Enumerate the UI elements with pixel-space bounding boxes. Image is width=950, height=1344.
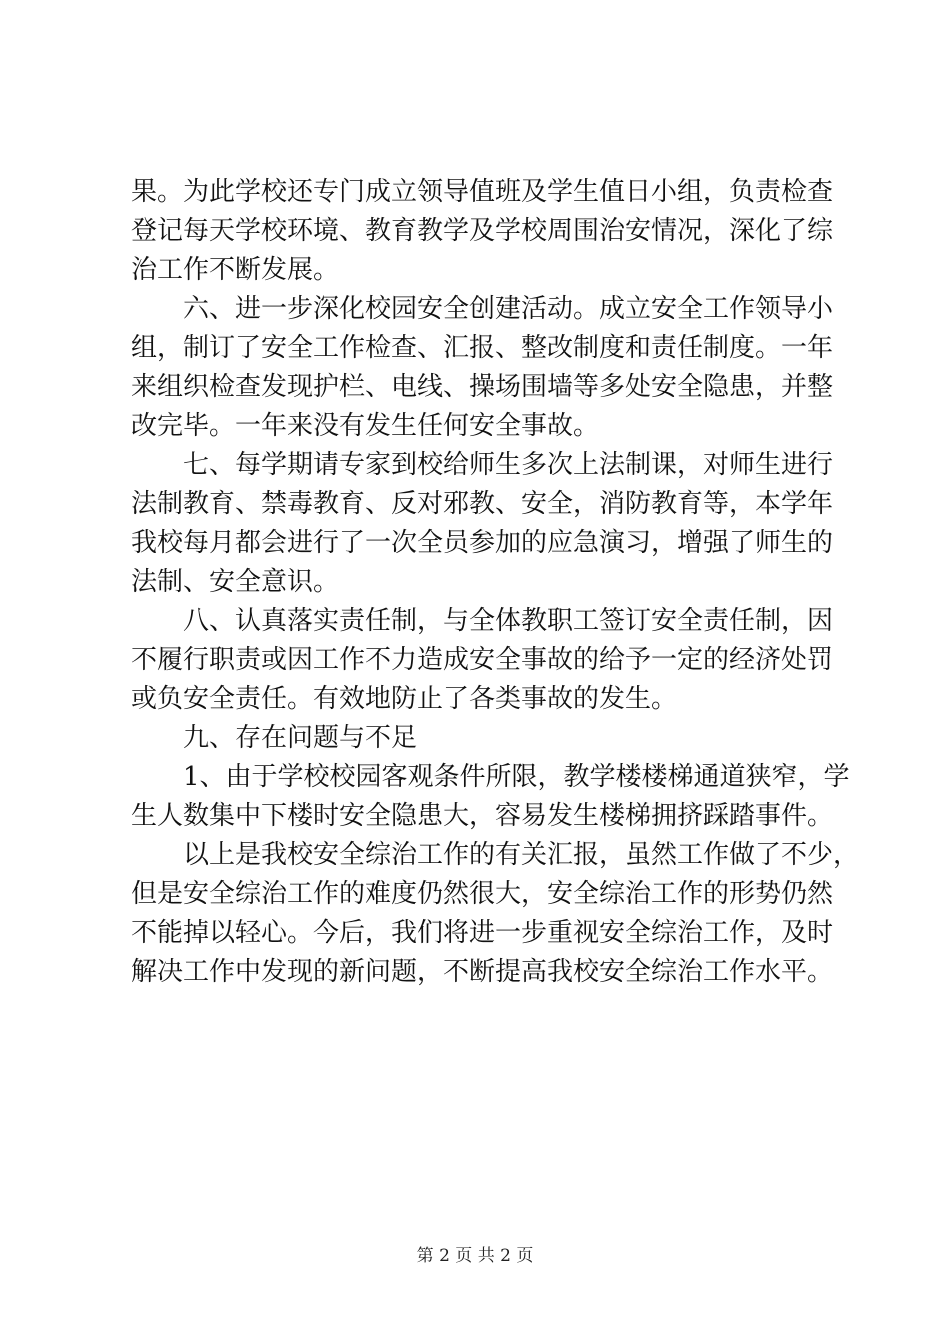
text-line: 以上是我校安全综治工作的有关汇报，虽然工作做了不少，: [131, 840, 860, 870]
body-text: [131, 173, 860, 992]
text-line: 来组织检查发现护栏、电线、操场围墙等多处安全隐患，并整: [131, 372, 834, 402]
text-line: 不能掉以轻心。今后，我们将进一步重视安全综治工作，及时: [131, 918, 834, 948]
text-line: 登记每天学校环境、教育教学及学校周围治安情况，深化了综: [131, 216, 834, 246]
text-line: 生人数集中下楼时安全隐患大，容易发生楼梯拥挤踩踏事件。: [131, 801, 834, 831]
text-line: 或负安全责任。有效地防止了各类事故的发生。: [131, 684, 678, 714]
text-line: 但是安全综治工作的难度仍然很大，安全综治工作的形势仍然: [131, 879, 834, 909]
text-line: 组，制订了安全工作检查、汇报、整改制度和责任制度。一年: [131, 333, 834, 363]
text-line: 不履行职责或因工作不力造成安全事故的给予一定的经济处罚: [131, 645, 834, 675]
text-line: 解决工作中发现的新问题，不断提高我校安全综治工作水平。: [131, 957, 834, 987]
text-line: 七、每学期请专家到校给师生多次上法制课，对师生进行: [131, 450, 834, 480]
text-line: 改完毕。一年来没有发生任何安全事故。: [131, 411, 600, 441]
text-line: 六、进一步深化校园安全创建活动。成立安全工作领导小: [131, 294, 834, 324]
text-line: 法制、安全意识。: [131, 567, 340, 597]
text-line: 八、认真落实责任制，与全体教职工签订安全责任制，因: [131, 606, 834, 636]
text-line: 我校每月都会进行了一次全员参加的应急演习，增强了师生的: [131, 528, 834, 558]
text-line: 1、由于学校校园客观条件所限，教学楼楼梯通道狭窄，学: [131, 762, 850, 792]
text-line: 治工作不断发展。: [131, 255, 340, 285]
text-line: 果。为此学校还专门成立领导值班及学生值日小组，负责检查: [131, 177, 834, 207]
text-line: 九、存在问题与不足: [131, 723, 418, 753]
text-line: 法制教育、禁毒教育、反对邪教、安全，消防教育等，本学年: [131, 489, 834, 519]
page-footer: 第 2 页 共 2 页: [416, 1246, 534, 1266]
